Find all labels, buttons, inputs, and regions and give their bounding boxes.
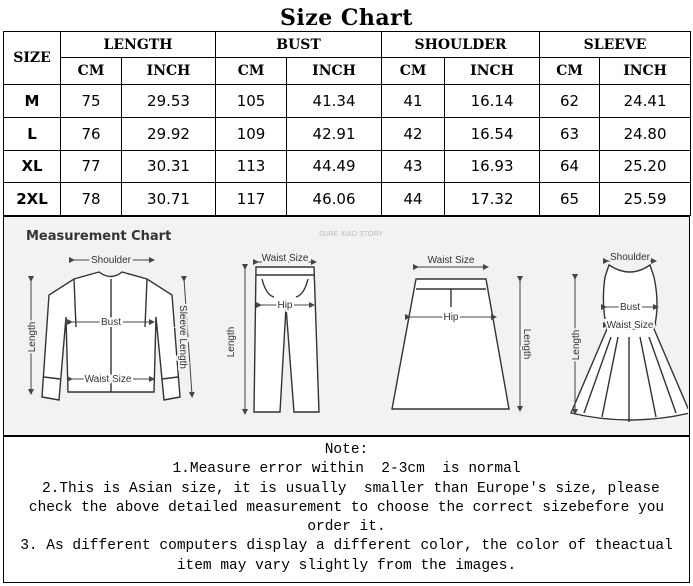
note-line: 1.Measure error within 2-3cm is normal — [172, 461, 521, 478]
garment-diagrams — [4, 217, 688, 434]
table-cell: 113 — [216, 150, 287, 183]
table-cell: 44 — [382, 183, 445, 216]
size-header: SIZE — [4, 32, 61, 85]
note-line: 3. As different computers display a different color, the color of theactual — [20, 538, 673, 555]
table-cell: 44.49 — [287, 150, 382, 183]
table-cell: 24.80 — [600, 117, 691, 150]
table-cell: 117 — [216, 183, 287, 216]
group-header-length: LENGTH — [61, 32, 216, 58]
pants-waist-label: Waist Size — [261, 253, 309, 264]
group-header-bust: BUST — [216, 32, 382, 58]
group-header-shoulder: SHOULDER — [382, 32, 540, 58]
size-table — [3, 31, 691, 216]
table-cell: 64 — [540, 150, 600, 183]
dress-length-label: Length — [571, 329, 582, 361]
table-cell: 105 — [216, 85, 287, 118]
table-cell: 29.53 — [122, 85, 216, 118]
skirt-waist-label: Waist Size — [427, 255, 475, 266]
table-cell: 17.32 — [445, 183, 540, 216]
table-cell: 75 — [61, 85, 122, 118]
table-cell: 29.92 — [122, 117, 216, 150]
table-cell: 42.91 — [287, 117, 382, 150]
table-cell: 41 — [382, 85, 445, 118]
table-cell: 65 — [540, 183, 600, 216]
dress-shoulder-label: Shoulder — [609, 252, 651, 263]
group-header-sleeve: SLEEVE — [540, 32, 691, 58]
shirt-waist-label: Waist Size — [84, 374, 132, 385]
note-line: item may vary slightly from the images. — [176, 557, 517, 574]
pants-length-label: Length — [226, 326, 237, 358]
table-cell: 41.34 — [287, 85, 382, 118]
size-cell: 2XL — [4, 183, 61, 216]
skirt-length-label: Length — [521, 328, 532, 360]
dress-diagram — [571, 265, 688, 422]
size-cell: M — [4, 85, 61, 118]
table-cell: 16.14 — [445, 85, 540, 118]
notes-heading: Note: — [324, 442, 369, 458]
table-cell: 16.93 — [445, 150, 540, 183]
measurement-chart — [3, 216, 690, 436]
table-cell: 62 — [540, 85, 600, 118]
note-line: check the above detailed measurement to choose the correct sizebefore you — [28, 499, 665, 516]
table-cell: 25.20 — [600, 150, 691, 183]
table-cell: 63 — [540, 117, 600, 150]
unit-header-inch: INCH — [287, 58, 382, 85]
skirt-diagram — [392, 279, 509, 409]
table-row — [4, 183, 691, 216]
table-cell: 109 — [216, 117, 287, 150]
size-cell: XL — [4, 150, 61, 183]
unit-header-inch: INCH — [122, 58, 216, 85]
shirt-bust-label: Bust — [100, 317, 122, 328]
table-cell: 42 — [382, 117, 445, 150]
dress-bust-label: Bust — [619, 302, 641, 313]
skirt-hip-label: Hip — [443, 312, 459, 323]
table-cell: 25.59 — [600, 183, 691, 216]
pants-hip-label: Hip — [277, 300, 293, 311]
page-title: Size Chart — [280, 5, 413, 31]
table-row — [4, 117, 691, 150]
table-cell: 43 — [382, 150, 445, 183]
table-cell: 76 — [61, 117, 122, 150]
unit-header-cm: CM — [216, 58, 287, 85]
table-cell: 46.06 — [287, 183, 382, 216]
table-cell: 78 — [61, 183, 122, 216]
measurement-chart-title: Measurement Chart — [26, 229, 172, 244]
unit-header-cm: CM — [382, 58, 445, 85]
table-cell: 30.71 — [122, 183, 216, 216]
note-line: order it. — [307, 519, 386, 536]
shirt-length-label: Length — [27, 321, 38, 353]
unit-header-inch: INCH — [600, 58, 691, 85]
table-cell: 16.54 — [445, 117, 540, 150]
shirt-sleeve-label: Sleeve Length — [177, 305, 188, 369]
unit-header-inch: INCH — [445, 58, 540, 85]
pants-diagram — [254, 267, 319, 412]
watermark: SURE XIAO STORY — [319, 231, 383, 238]
table-cell: 30.31 — [122, 150, 216, 183]
unit-header-cm: CM — [540, 58, 600, 85]
unit-header-cm: CM — [61, 58, 122, 85]
shirt-shoulder-label: Shoulder — [90, 255, 132, 266]
note-line: 2.This is Asian size, it is usually smaller than Europe's size, please — [33, 480, 660, 497]
size-cell: L — [4, 117, 61, 150]
notes-box — [3, 436, 690, 583]
table-cell: 24.41 — [600, 85, 691, 118]
table-row — [4, 85, 691, 118]
table-row — [4, 150, 691, 183]
table-cell: 77 — [61, 150, 122, 183]
dress-waist-label: Waist Size — [606, 320, 654, 331]
